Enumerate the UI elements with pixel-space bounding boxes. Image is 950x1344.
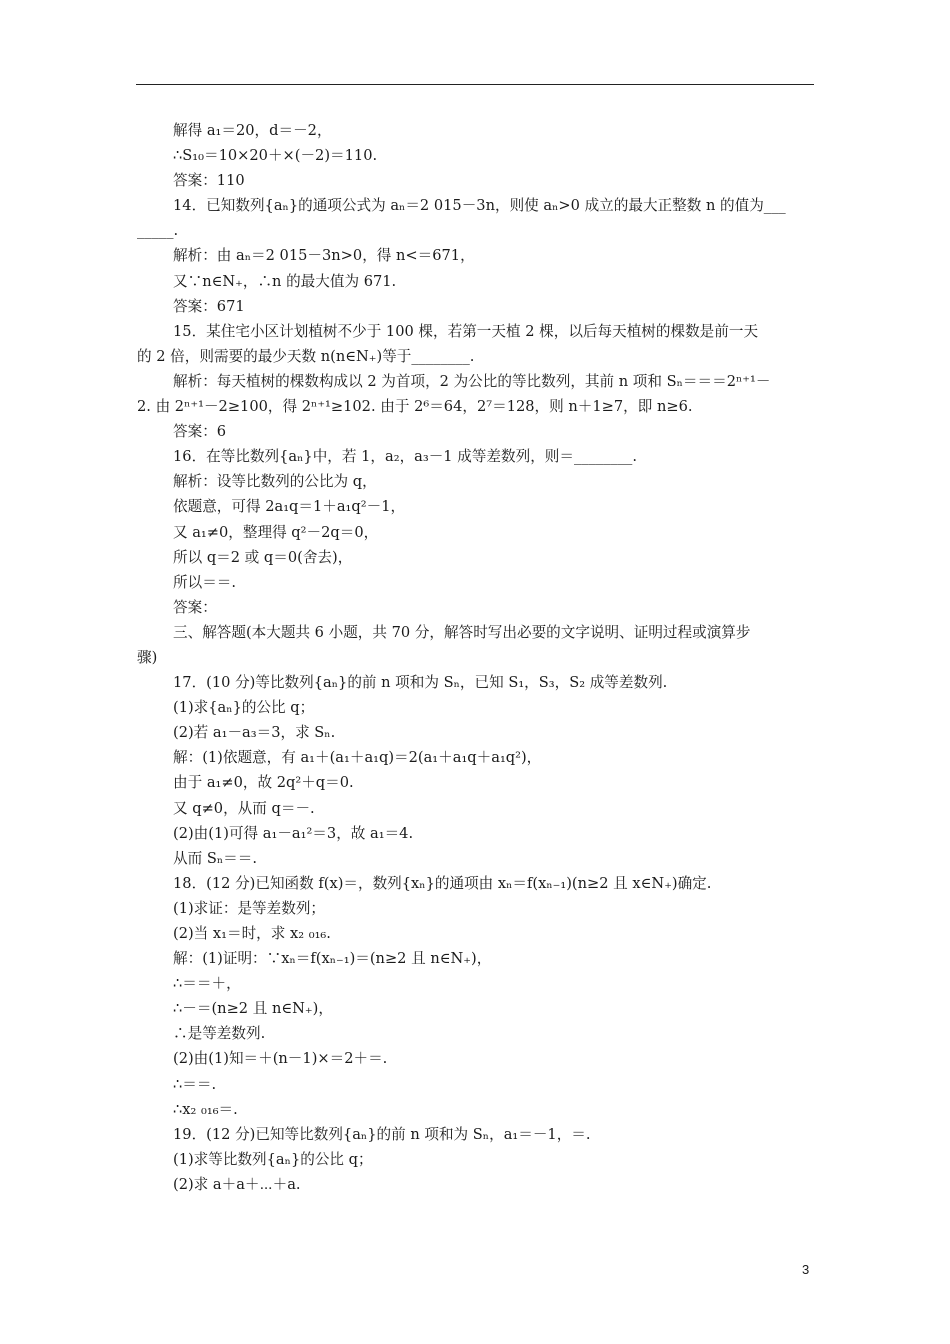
text-line: 骤) — [137, 648, 158, 666]
text-line: (1)求等比数列{aₙ}的公比 q； — [173, 1150, 373, 1168]
text-line: (2)若 a₁－a₃＝3，求 Sₙ. — [173, 724, 336, 742]
text-line: 又 a₁≠0，整理得 q²－2q＝0， — [173, 523, 379, 541]
text-line: 又 q≠0，从而 q＝－. — [173, 799, 315, 817]
text-line: 解：(1)依题意，有 a₁＋(a₁＋a₁q)＝2(a₁＋a₁q＋a₁q²)， — [173, 749, 542, 767]
text-line: 解：(1)证明：∵xₙ＝f(xₙ₋₁)＝(n≥2 且 n∈N₊)， — [173, 950, 492, 968]
text-line: 由于 a₁≠0，故 2q²＋q＝0. — [173, 774, 354, 792]
text-line: (1)求证：是等差数列； — [173, 899, 326, 917]
question-19: 19．(12 分)已知等比数列{aₙ}的前 n 项和为 Sₙ，a₁＝－1，＝. — [173, 1125, 591, 1143]
text-line: ∴＝＝. — [173, 1075, 217, 1093]
section-heading: 三、解答题(本大题共 6 小题，共 70 分，解答时写出必要的文字说明、证明过程或演算步 — [173, 623, 751, 641]
text-line: 从而 Sₙ＝＝. — [173, 849, 257, 867]
text-line: ∴S₁₀＝10×20＋×(－2)＝110. — [173, 147, 378, 165]
text-line: 依题意，可得 2a₁q＝1＋a₁q²－1， — [173, 498, 406, 516]
text-line: _____. — [137, 222, 179, 240]
text-line: (2)当 x₁＝时，求 x₂ ₀₁₆. — [173, 925, 331, 942]
text-line: 答案：671 — [173, 297, 245, 315]
question-18: 18．(12 分)已知函数 f(x)＝，数列{xₙ}的通项由 xₙ＝f(xₙ₋₁)(n≥2 且 x∈N₊)确定. — [173, 874, 712, 892]
text-line: 的 2 倍，则需要的最少天数 n(n∈N₊)等于________. — [137, 347, 475, 365]
header-rule — [136, 84, 814, 85]
text-line: 解得 a₁＝20，d＝－2， — [173, 122, 332, 139]
text-line: 所以＝＝. — [173, 573, 237, 591]
text-line: 解析：由 aₙ＝2 015－3n>0，得 n<＝671， — [173, 247, 475, 265]
text-line: 2. 由 2ⁿ⁺¹－2≥100，得 2ⁿ⁺¹≥102. 由于 2⁶＝64，2⁷＝128，则 n＋1≥7，即 n≥6. — [137, 398, 693, 416]
text-line: ∴－＝(n≥2 且 n∈N₊)， — [173, 1000, 333, 1018]
question-17: 17．(10 分)等比数列{aₙ}的前 n 项和为 Sₙ，已知 S₁，S₃，S₂ 成等差数列. — [173, 674, 668, 692]
text-line: 又∵n∈N₊，∴n 的最大值为 671. — [173, 272, 397, 290]
text-line: 解析：每天植树的棵数构成以 2 为首项，2 为公比的等比数列，其前 n 项和 Sₙ＝＝＝2ⁿ⁺¹－ — [173, 372, 771, 390]
text-line: (2)由(1)知＝＋(n－1)×＝2＋＝. — [173, 1050, 388, 1068]
text-line: ∴＝＝＋， — [173, 975, 241, 993]
question-15: 15．某住宅小区计划植树不少于 100 棵，若第一天植 2 棵，以后每天植树的棵数是前一天 — [173, 322, 759, 340]
page-number: 3 — [802, 1262, 810, 1277]
text-line: 所以 q＝2 或 q＝0(舍去)， — [173, 548, 353, 566]
text-line: 答案： — [173, 598, 217, 616]
text-line: (2)由(1)可得 a₁－a₁²＝3，故 a₁＝4. — [173, 824, 414, 842]
text-line: ∴是等差数列. — [173, 1025, 266, 1043]
document-body — [137, 118, 814, 1197]
text-line: 答案：110 — [173, 172, 245, 190]
text-line: 解析：设等比数列的公比为 q， — [173, 473, 377, 491]
question-14: 14．已知数列{aₙ}的通项公式为 aₙ＝2 015－3n，则使 aₙ>0 成立的最大正整数 n 的值为___ — [173, 197, 786, 215]
text-line: (2)求 a＋a＋⋯＋a. — [173, 1175, 301, 1193]
text-line: (1)求{aₙ}的公比 q； — [173, 699, 315, 717]
question-16: 16．在等比数列{aₙ}中，若 1，a₂，a₃－1 成等差数列，则＝________. — [173, 448, 637, 466]
text-line: ∴x₂ ₀₁₆＝. — [173, 1100, 238, 1118]
text-line: 答案：6 — [173, 423, 227, 441]
